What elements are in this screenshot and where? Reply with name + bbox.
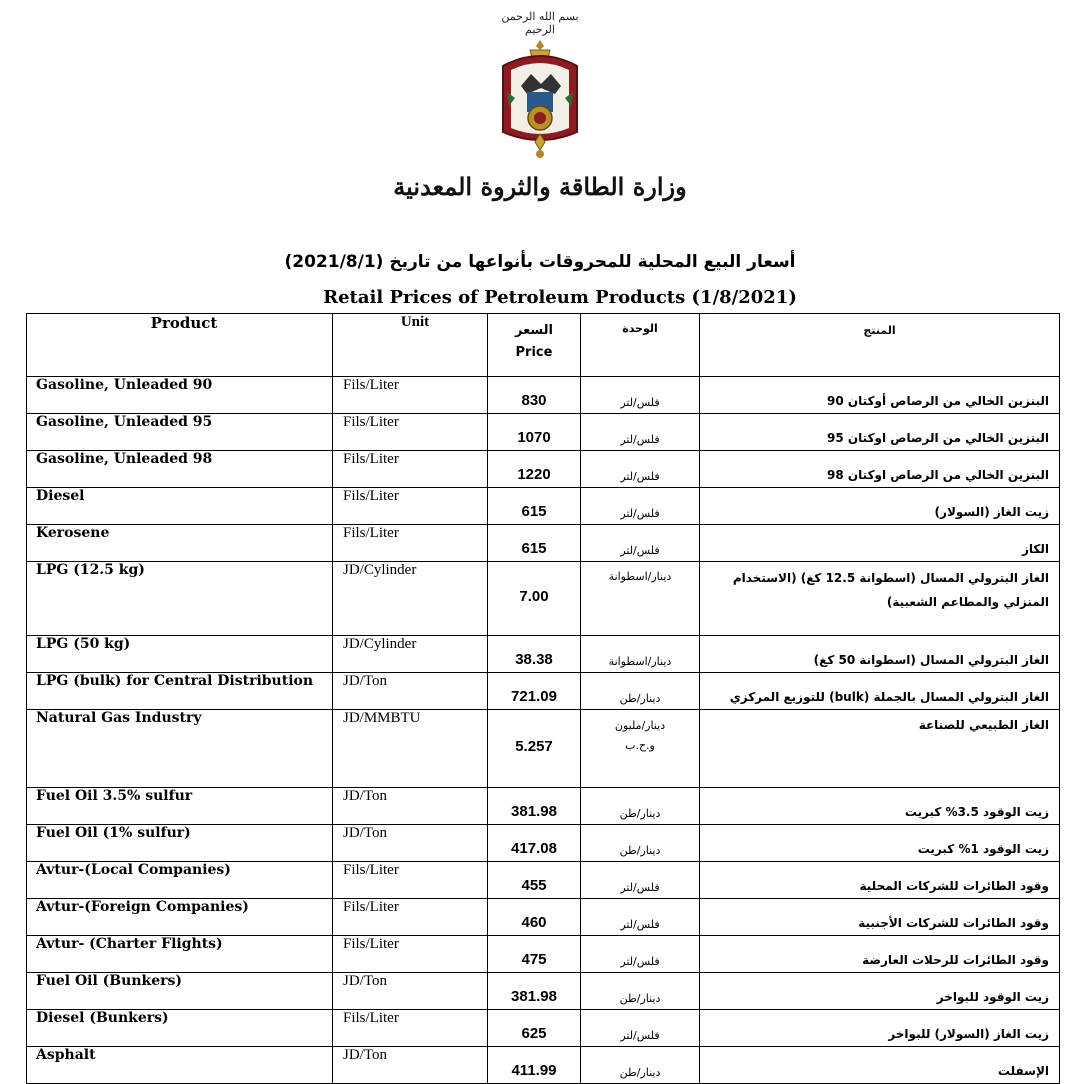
bismillah-text: بسم الله الرحمن الرحيم	[501, 10, 579, 36]
product-arabic-cell: البنزين الخالي من الرصاص اوكتان 95	[700, 414, 1060, 451]
unit-arabic-cell: فلس/لتر	[581, 862, 700, 899]
price-cell: 625	[488, 1010, 581, 1047]
product-cell: LPG (12.5 kg)	[27, 562, 333, 636]
price-cell: 381.98	[488, 973, 581, 1010]
coat-of-arms-logo	[493, 36, 587, 162]
unit-arabic-cell: دينار/طن	[581, 1047, 700, 1084]
unit-cell: JD/Cylinder	[333, 636, 488, 673]
product-arabic-cell: وقود الطائرات للرحلات العارضة	[700, 936, 1060, 973]
product-arabic-cell: البنزين الخالي من الرصاص أوكتان 90	[700, 377, 1060, 414]
unit-cell: JD/Ton	[333, 673, 488, 710]
product-cell: Diesel (Bunkers)	[27, 1010, 333, 1047]
product-arabic-cell: الغاز البترولي المسال (اسطوانة 50 كغ)	[700, 636, 1060, 673]
product-cell: LPG (50 kg)	[27, 636, 333, 673]
unit-cell: Fils/Liter	[333, 525, 488, 562]
header-unit-arabic: الوحدة	[581, 314, 700, 377]
unit-cell: Fils/Liter	[333, 488, 488, 525]
unit-cell: Fils/Liter	[333, 414, 488, 451]
product-arabic-cell: الغاز الطبيعي للصناعة	[700, 710, 1060, 788]
product-cell: Natural Gas Industry	[27, 710, 333, 788]
unit-arabic-cell: فلس/لتر	[581, 414, 700, 451]
table-row	[27, 451, 1060, 488]
price-cell: 830	[488, 377, 581, 414]
document-title-arabic: أسعار البيع المحلية للمحروقات بأنواعها من تاريخ (2021/8/1)	[284, 252, 796, 272]
header-price-arabic: السعر	[515, 323, 553, 338]
product-arabic-cell: زيت الغاز (السولار) للبواخر	[700, 1010, 1060, 1047]
unit-cell: JD/Ton	[333, 1047, 488, 1084]
product-cell: Fuel Oil 3.5% sulfur	[27, 788, 333, 825]
unit-arabic-cell: دينار/طن	[581, 788, 700, 825]
unit-cell: Fils/Liter	[333, 936, 488, 973]
product-arabic-cell: الكاز	[700, 525, 1060, 562]
table-row	[27, 825, 1060, 862]
price-table	[26, 313, 1060, 1084]
product-arabic-cell: وقود الطائرات للشركات الأجنبية	[700, 899, 1060, 936]
table-row	[27, 377, 1060, 414]
product-cell: Avtur-(Local Companies)	[27, 862, 333, 899]
product-cell: Kerosene	[27, 525, 333, 562]
table-row	[27, 525, 1060, 562]
unit-cell: Fils/Liter	[333, 377, 488, 414]
price-cell: 381.98	[488, 788, 581, 825]
price-cell: 475	[488, 936, 581, 973]
table-row	[27, 1010, 1060, 1047]
unit-arabic-cell: دينار/طن	[581, 973, 700, 1010]
unit-arabic-cell: فلس/لتر	[581, 1010, 700, 1047]
price-cell: 460	[488, 899, 581, 936]
unit-arabic-cell: دينار/اسطوانة	[581, 562, 700, 636]
price-cell: 417.08	[488, 825, 581, 862]
table-row	[27, 1047, 1060, 1084]
document-title-english: Retail Prices of Petroleum Products (1/8/2021)	[323, 287, 797, 308]
table-row	[27, 788, 1060, 825]
price-cell: 7.00	[488, 562, 581, 636]
unit-arabic-cell: فلس/لتر	[581, 525, 700, 562]
unit-cell: Fils/Liter	[333, 1010, 488, 1047]
product-arabic-cell: الغاز البترولي المسال بالجملة (bulk) للتوزيع المركزي	[700, 673, 1060, 710]
product-cell: Asphalt	[27, 1047, 333, 1084]
product-arabic-cell: البنزين الخالي من الرصاص اوكتان 98	[700, 451, 1060, 488]
price-cell: 615	[488, 525, 581, 562]
unit-arabic-cell: فلس/لتر	[581, 936, 700, 973]
header-product: Product	[27, 314, 333, 377]
price-cell: 5.257	[488, 710, 581, 788]
price-cell: 615	[488, 488, 581, 525]
product-arabic-cell: الإسفلت	[700, 1047, 1060, 1084]
price-cell: 455	[488, 862, 581, 899]
product-cell: Diesel	[27, 488, 333, 525]
table-row	[27, 936, 1060, 973]
unit-cell: Fils/Liter	[333, 862, 488, 899]
product-cell: Gasoline, Unleaded 90	[27, 377, 333, 414]
unit-cell: JD/Ton	[333, 788, 488, 825]
product-arabic-cell: زيت الوقود للبواخر	[700, 973, 1060, 1010]
unit-cell: JD/MMBTU	[333, 710, 488, 788]
unit-arabic-cell: فلس/لتر	[581, 451, 700, 488]
unit-cell: Fils/Liter	[333, 451, 488, 488]
price-cell: 721.09	[488, 673, 581, 710]
unit-arabic-cell: دينار/طن	[581, 825, 700, 862]
header-price	[488, 314, 581, 377]
table-row	[27, 899, 1060, 936]
unit-cell: JD/Cylinder	[333, 562, 488, 636]
product-arabic-cell: زيت الغاز (السولار)	[700, 488, 1060, 525]
table-row	[27, 973, 1060, 1010]
product-arabic-cell: الغاز البترولي المسال (اسطوانة 12.5 كغ) (الاستخدام المنزلي والمطاعم الشعبية)	[700, 562, 1060, 636]
product-cell: Fuel Oil (Bunkers)	[27, 973, 333, 1010]
price-cell: 1070	[488, 414, 581, 451]
product-cell: Avtur-(Foreign Companies)	[27, 899, 333, 936]
product-arabic-cell: زيت الوقود 1% كبريت	[700, 825, 1060, 862]
table-row	[27, 636, 1060, 673]
unit-arabic-cell: دينار/اسطوانة	[581, 636, 700, 673]
product-cell: Avtur- (Charter Flights)	[27, 936, 333, 973]
unit-arabic-cell: فلس/لتر	[581, 377, 700, 414]
ministry-name: وزارة الطاقة والثروة المعدنية	[393, 172, 687, 201]
product-arabic-cell: زيت الوقود 3.5% كبريت	[700, 788, 1060, 825]
unit-cell: Fils/Liter	[333, 899, 488, 936]
table-row	[27, 862, 1060, 899]
unit-cell: JD/Ton	[333, 825, 488, 862]
table-header-row	[27, 314, 1060, 377]
product-cell: Gasoline, Unleaded 98	[27, 451, 333, 488]
unit-arabic-cell: دينار/مليون و.ح.ب	[581, 710, 700, 788]
product-arabic-cell: وقود الطائرات للشركات المحلية	[700, 862, 1060, 899]
unit-arabic-cell: فلس/لتر	[581, 899, 700, 936]
header-price-english: Price	[515, 345, 553, 360]
table-row	[27, 562, 1060, 636]
table-row	[27, 710, 1060, 788]
header-unit: Unit	[333, 314, 488, 377]
table-row	[27, 488, 1060, 525]
unit-arabic-cell: دينار/طن	[581, 673, 700, 710]
price-cell: 411.99	[488, 1047, 581, 1084]
unit-cell: JD/Ton	[333, 973, 488, 1010]
table-row	[27, 673, 1060, 710]
product-cell: Fuel Oil (1% sulfur)	[27, 825, 333, 862]
header-product-arabic: المنتج	[700, 314, 1060, 377]
product-cell: LPG (bulk) for Central Distribution	[27, 673, 333, 710]
table-row	[27, 414, 1060, 451]
product-cell: Gasoline, Unleaded 95	[27, 414, 333, 451]
unit-arabic-cell: فلس/لتر	[581, 488, 700, 525]
price-cell: 1220	[488, 451, 581, 488]
price-cell: 38.38	[488, 636, 581, 673]
